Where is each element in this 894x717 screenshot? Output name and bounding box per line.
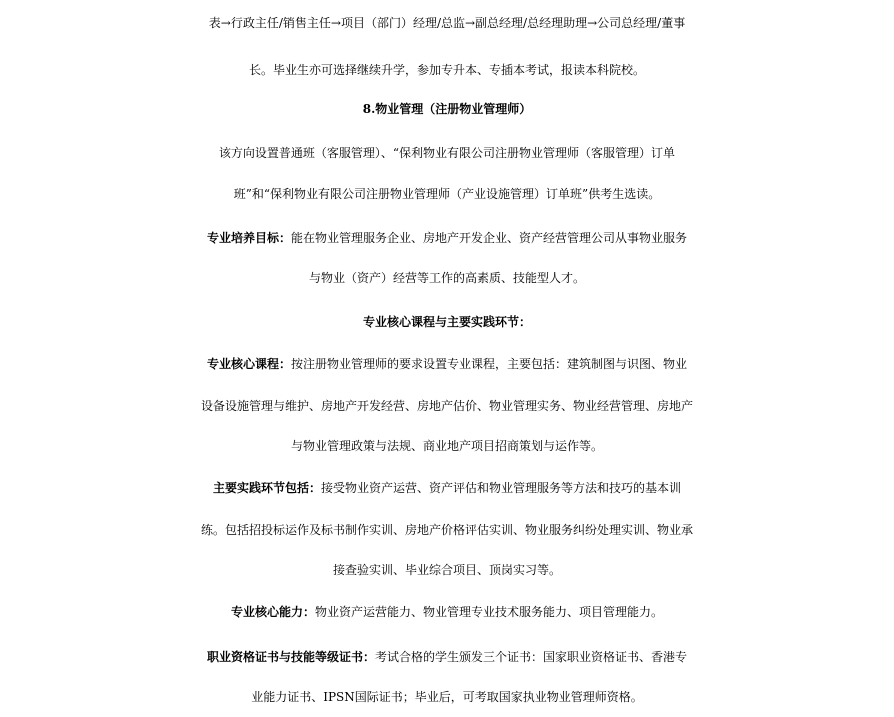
- practice-label: 主要实践环节包括：: [212, 481, 321, 495]
- core-line-2: 设备设施管理与维护、房地产开发经营、房地产估价、物业管理实务、物业经营管理、房地产: [200, 399, 693, 413]
- ability-label: 专业核心能力：: [230, 605, 315, 619]
- ability-text: 物业资产运营能力、物业管理专业技术服务能力、项目管理能力。: [315, 605, 664, 619]
- section-desc-line-2: 班”和“保利物业有限公司注册物业管理师（产业设施管理）订单班”供考生选读。: [233, 187, 661, 201]
- goal-label: 专业培养目标：: [206, 231, 291, 245]
- core-label: 专业核心课程：: [206, 357, 291, 371]
- practice-line-2: 练。包括招投标运作及标书制作实训、房地产价格评估实训、物业服务纠纷处理实训、物业承: [200, 523, 693, 537]
- core-line-3: 与物业管理政策与法规、商业地产项目招商策划与运作等。: [290, 439, 603, 453]
- core-text-1: 按注册物业管理师的要求设置专业课程，主要包括：建筑制图与识图、物业: [291, 357, 688, 371]
- courses-heading: 专业核心课程与主要实践环节：: [362, 315, 531, 329]
- intro-line-1: 表→行政主任/销售主任→项目（部门）经理/总监→副总经理/总经理助理→公司总经理/董事: [208, 16, 686, 30]
- cert-line-2: 业能力证书、IPSN国际证书；毕业后，可考取国家执业物业管理师资格。: [251, 690, 643, 704]
- core-line-1: [0, 351, 894, 377]
- intro-line-2: 长。毕业生亦可选择继续升学，参加专升本、专插本考试，报读本科院校。: [248, 63, 645, 77]
- cert-line-1: [0, 644, 894, 670]
- practice-line-1: [0, 475, 894, 501]
- section-heading: 8.物业管理（注册物业管理师）: [362, 102, 532, 116]
- section-desc-line-1: 该方向设置普通班（客服管理）、“保利物业有限公司注册物业管理师（客服管理）订单: [218, 146, 676, 160]
- goal-line-1: [0, 225, 894, 251]
- practice-line-3: 接查验实训、毕业综合项目、顶岗实习等。: [332, 563, 561, 577]
- cert-text-1: 考试合格的学生颁发三个证书：国家职业资格证书、香港专: [375, 650, 688, 664]
- practice-text-1: 接受物业资产运营、资产评估和物业管理服务等方法和技巧的基本训: [321, 481, 682, 495]
- goal-text-1: 能在物业管理服务企业、房地产开发企业、资产经营管理公司从事物业服务: [291, 231, 688, 245]
- ability-line: [0, 599, 894, 625]
- cert-label: 职业资格证书与技能等级证书：: [206, 650, 375, 664]
- goal-line-2: 与物业（资产）经营等工作的高素质、技能型人才。: [308, 271, 585, 285]
